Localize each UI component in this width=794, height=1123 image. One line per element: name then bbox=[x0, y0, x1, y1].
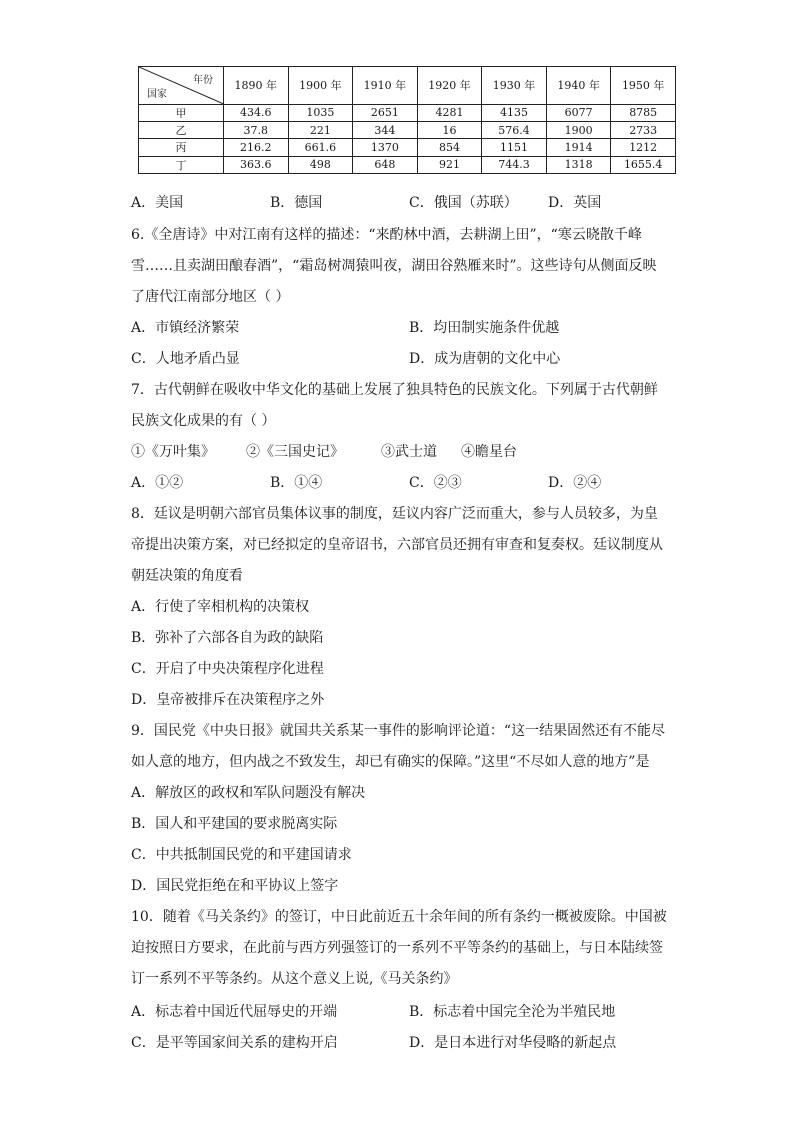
table-row bbox=[139, 139, 676, 156]
q9-option-c[interactable]: C．中共抵制国民党的和平建国请求 bbox=[131, 847, 352, 863]
q8-option-d[interactable]: D．皇帝被排斥在决策程序之外 bbox=[131, 692, 325, 708]
corner-country-label: 国家 bbox=[147, 88, 167, 100]
value-cell: 648 bbox=[353, 156, 418, 173]
year-header: 1940 年 bbox=[546, 67, 611, 105]
value-cell: 37.8 bbox=[224, 122, 289, 139]
year-header: 1920 年 bbox=[417, 67, 482, 105]
q10-stem-line: 迫按照日方要求，在此前与西方列强签订的一系列不平等条约的基础上，与日本陆续签 bbox=[131, 940, 663, 956]
q7-option-a[interactable]: A．①② bbox=[131, 475, 184, 491]
value-cell: 4281 bbox=[417, 104, 482, 121]
value-cell: 16 bbox=[417, 122, 482, 139]
value-cell: 854 bbox=[417, 139, 482, 156]
q10-option-d[interactable]: D．是日本进行对华侵略的新起点 bbox=[409, 1035, 617, 1051]
q6-option-c[interactable]: C．人地矛盾凸显 bbox=[131, 351, 240, 367]
value-cell: 1035 bbox=[288, 104, 353, 121]
q7-stem-line: 民族文化成果的有（ ） bbox=[131, 413, 276, 429]
year-header: 1900 年 bbox=[288, 67, 353, 105]
table-header-row bbox=[139, 67, 676, 105]
q8-option-b[interactable]: B．弥补了六部各自为政的缺陷 bbox=[131, 630, 324, 646]
country-cell: 乙 bbox=[139, 122, 224, 139]
table-row bbox=[139, 122, 676, 139]
value-cell: 434.6 bbox=[224, 104, 289, 121]
q8-stem-line: 朝廷决策的角度看 bbox=[131, 568, 243, 584]
value-cell: 216.2 bbox=[224, 139, 289, 156]
q6-stem-line: 了唐代江南部分地区（ ） bbox=[131, 289, 290, 305]
year-header: 1910 年 bbox=[353, 67, 418, 105]
q6-stem-line: 雪……且卖湖田酿春酒”，“霜岛树凋猿叫夜，湖田谷熟雁来时”。这些诗句从侧面反映 bbox=[131, 258, 657, 274]
corner-year-label: 年份 bbox=[193, 75, 213, 86]
value-cell: 921 bbox=[417, 156, 482, 173]
q7-option-c[interactable]: C．②③ bbox=[409, 475, 462, 491]
q9-option-b[interactable]: B．国人和平建国的要求脱离实际 bbox=[131, 816, 338, 832]
q8-stem-line: 帝提出决策方案，对已经拟定的皇帝诏书，六部官员还拥有审查和复奏权。廷议制度从 bbox=[131, 537, 663, 553]
year-header: 1930 年 bbox=[482, 67, 547, 105]
q7-item-4: ④瞻星台 bbox=[461, 444, 517, 460]
q9-stem-line: 如人意的地方，但内战之不致发生，却已有确实的保障。”这里“不尽如人意的地方”是 bbox=[131, 754, 650, 770]
q10-option-b[interactable]: B．标志着中国完全沦为半殖民地 bbox=[409, 1004, 616, 1020]
q6-option-a[interactable]: A．市镇经济繁荣 bbox=[131, 320, 240, 336]
q10-stem-line: 订一系列不平等条约。从这个意义上说,《马关条约》 bbox=[131, 971, 458, 987]
q8-option-c[interactable]: C．开启了中央决策程序化进程 bbox=[131, 661, 324, 677]
q9-option-d[interactable]: D．国民党拒绝在和平协议上签字 bbox=[131, 878, 339, 894]
value-cell: 1318 bbox=[546, 156, 611, 173]
q8-option-a[interactable]: A．行使了宰相机构的决策权 bbox=[131, 599, 310, 615]
value-cell: 344 bbox=[353, 122, 418, 139]
q5-option-b[interactable]: B．德国 bbox=[270, 195, 323, 211]
year-header: 1890 年 bbox=[224, 67, 289, 105]
value-cell: 1370 bbox=[353, 139, 418, 156]
q7-option-b[interactable]: B．①④ bbox=[270, 475, 323, 491]
table-row bbox=[139, 156, 676, 173]
value-cell: 1151 bbox=[482, 139, 547, 156]
value-cell: 2733 bbox=[611, 122, 676, 139]
value-cell: 363.6 bbox=[224, 156, 289, 173]
value-cell: 744.3 bbox=[482, 156, 547, 173]
table-row bbox=[139, 104, 676, 121]
data-table bbox=[138, 66, 676, 174]
country-cell: 甲 bbox=[139, 104, 224, 121]
q5-option-d[interactable]: D．英国 bbox=[548, 195, 602, 211]
value-cell: 4135 bbox=[482, 104, 547, 121]
q6-option-b[interactable]: B．均田制实施条件优越 bbox=[409, 320, 560, 336]
value-cell: 8785 bbox=[611, 104, 676, 121]
q6-stem-line: 6.《全唐诗》中对江南有这样的描述：“来酌林中酒，去耕湖上田”，“寒云晓散千峰 bbox=[131, 227, 642, 243]
value-cell: 498 bbox=[288, 156, 353, 173]
q10-option-a[interactable]: A．标志着中国近代屈辱史的开端 bbox=[131, 1004, 338, 1020]
value-cell: 576.4 bbox=[482, 122, 547, 139]
q7-stem-line: 7．古代朝鲜在吸收中华文化的基础上发展了独具特色的民族文化。下列属于古代朝鲜 bbox=[131, 382, 658, 398]
value-cell: 221 bbox=[288, 122, 353, 139]
table-corner-cell bbox=[139, 67, 224, 105]
q9-stem-line: 9．国民党《中央日报》就国共关系某一事件的影响评论道：“这一结果固然还有不能尽 bbox=[131, 723, 666, 739]
value-cell: 1212 bbox=[611, 139, 676, 156]
q10-stem-line: 10．随着《马关条约》的签订，中日此前近五十余年间的所有条约一概被废除。中国被 bbox=[131, 909, 667, 925]
q5-option-c[interactable]: C．俄国（苏联） bbox=[409, 195, 518, 211]
country-cell: 丁 bbox=[139, 156, 224, 173]
q7-item-1: ①《万叶集》 bbox=[131, 444, 215, 460]
q7-option-d[interactable]: D．②④ bbox=[548, 475, 602, 491]
value-cell: 661.6 bbox=[288, 139, 353, 156]
q7-item-3: ③武士道 bbox=[381, 444, 437, 460]
value-cell: 1914 bbox=[546, 139, 611, 156]
q8-stem-line: 8．廷议是明朝六部官员集体议事的制度，廷议内容广泛而重大，参与人员较多，为皇 bbox=[131, 506, 658, 522]
value-cell: 6077 bbox=[546, 104, 611, 121]
q9-option-a[interactable]: A．解放区的政权和军队问题没有解决 bbox=[131, 785, 366, 801]
q5-option-a[interactable]: A．美国 bbox=[131, 195, 184, 211]
year-header: 1950 年 bbox=[611, 67, 676, 105]
value-cell: 2651 bbox=[353, 104, 418, 121]
value-cell: 1900 bbox=[546, 122, 611, 139]
q7-item-2: ②《三国史记》 bbox=[246, 444, 344, 460]
q10-option-c[interactable]: C．是平等国家间关系的建构开启 bbox=[131, 1035, 338, 1051]
value-cell: 1655.4 bbox=[611, 156, 676, 173]
q6-option-d[interactable]: D．成为唐朝的文化中心 bbox=[409, 351, 561, 367]
country-cell: 丙 bbox=[139, 139, 224, 156]
